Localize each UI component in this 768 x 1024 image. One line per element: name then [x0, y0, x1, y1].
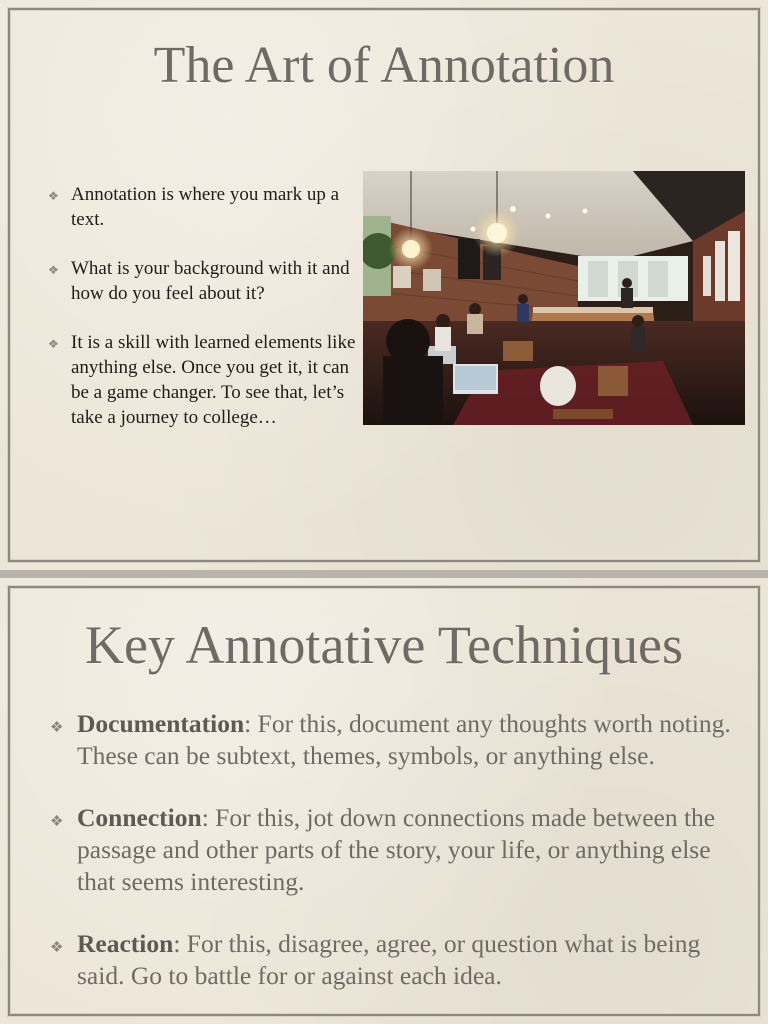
cafe-interior-illustration [363, 171, 745, 425]
bullet-term: Connection [77, 803, 202, 832]
slide-1-bullet-list [48, 182, 360, 454]
list-item [50, 708, 740, 772]
slide-2-title: Key Annotative Techniques [84, 615, 684, 675]
list-item [48, 330, 360, 430]
cafe-interior-photo [363, 171, 745, 425]
bullet-text: What is your background with it and how do you feel about it? [71, 258, 350, 304]
bullet-term: Documentation [77, 709, 245, 738]
slide-1-title: The Art of Annotation [153, 37, 615, 94]
bullet-text: : For this, jot down connections made between the passage and other parts of the story, your life, or anything else that seems interesting. [77, 803, 716, 896]
list-item [48, 182, 360, 232]
bullet-text: : For this, document any thoughts worth noting. These can be subtext, themes, symbols, or anything else. [77, 709, 731, 770]
bullet-text: Annotation is where you mark up a text. [71, 184, 340, 230]
bullet-term: Reaction [77, 929, 174, 958]
diamond-bullet-icon: ❖ [48, 263, 59, 277]
list-item [50, 928, 740, 992]
diamond-bullet-icon: ❖ [48, 337, 59, 351]
slide-2-bullet-list [50, 708, 740, 1022]
list-item [48, 256, 360, 306]
slide-2 [0, 578, 768, 1024]
diamond-bullet-icon: ❖ [50, 720, 64, 736]
diamond-bullet-icon: ❖ [50, 814, 64, 830]
bullet-text: : For this, disagree, agree, or question what is being said. Go to battle for or against each idea. [77, 929, 701, 990]
diamond-bullet-icon: ❖ [50, 940, 64, 956]
bullet-text: It is a skill with learned elements like anything else. Once you get it, it can be a game changer. To see that, let’s take a journey to college… [71, 332, 356, 428]
diamond-bullet-icon: ❖ [48, 189, 59, 203]
list-item [50, 802, 740, 898]
